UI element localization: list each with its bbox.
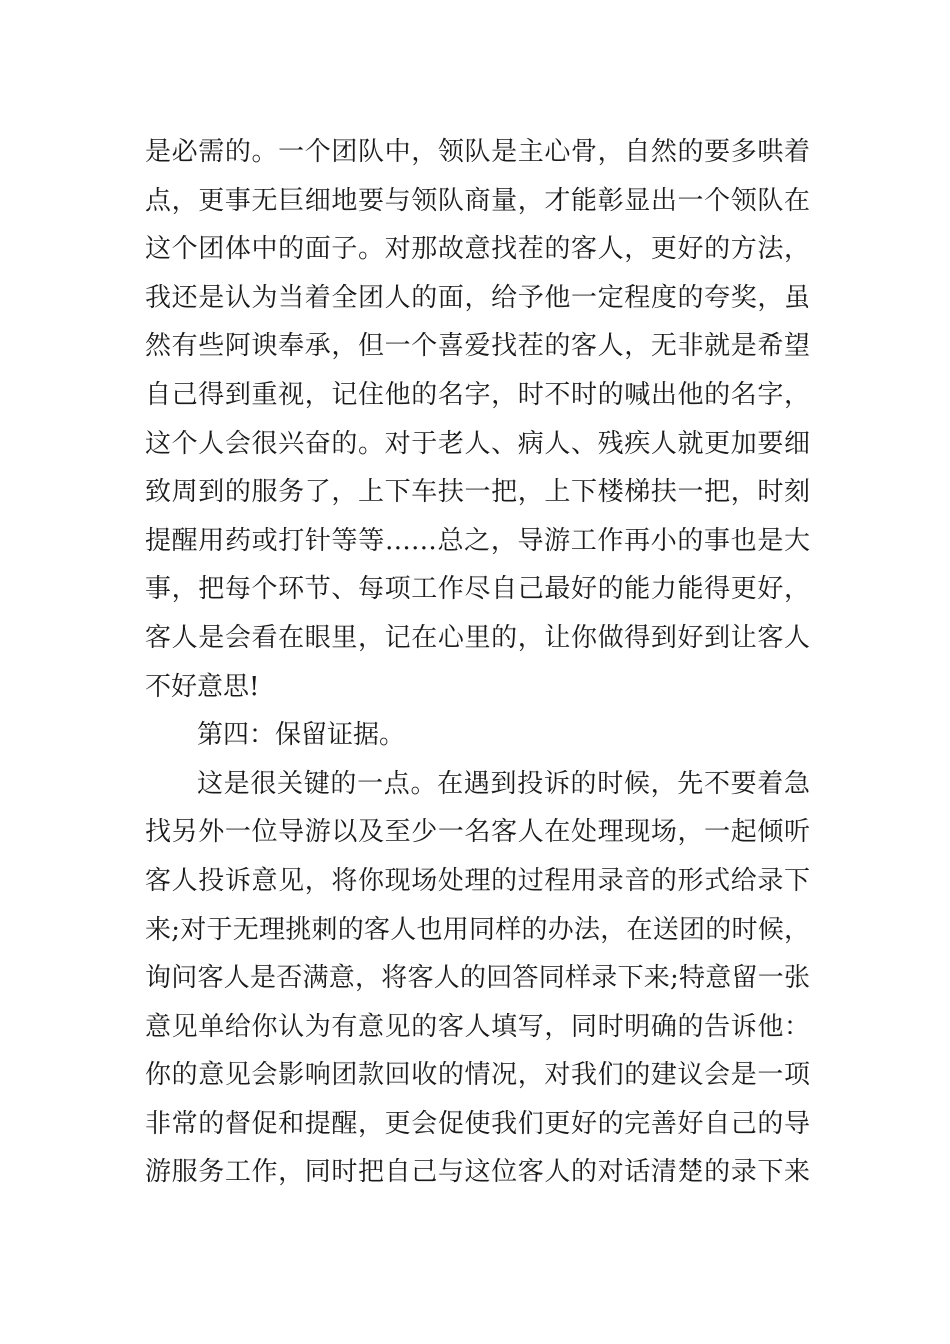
- text-line: 然有些阿谀奉承，但一个喜爱找茬的客人，无非就是希望: [145, 331, 810, 362]
- text-line: 找另外一位导游以及至少一名客人在处理现场，一起倾听: [145, 817, 810, 848]
- text-line: 是必需的。一个团队中，领队是主心骨，自然的要多哄着: [145, 137, 810, 167]
- text-line: 客人是会看在眼里，记在心里的，让你做得到好到让客人: [145, 622, 810, 653]
- text-line: 不好意思!: [145, 671, 260, 702]
- text-line: 这是很关键的一点。在遇到投诉的时候，先不要着急: [197, 768, 810, 799]
- text-line: 事，把每个环节、每项工作尽自己最好的能力能得更好，: [145, 574, 810, 605]
- document-body: [145, 128, 810, 1197]
- text-line: 意见单给你认为有意见的客人填写，同时明确的告诉他：: [145, 1011, 810, 1042]
- text-line: 非常的督促和提醒，更会促使我们更好的完善好自己的导: [145, 1108, 810, 1139]
- text-line: 你的意见会影响团款回收的情况，对我们的建议会是一项: [145, 1060, 810, 1091]
- text-line: 点，更事无巨细地要与领队商量，才能彰显出一个领队在: [145, 185, 810, 216]
- text-line: 自己得到重视，记住他的名字，时不时的喊出他的名字，: [145, 379, 810, 410]
- text-line: 询问客人是否满意，将客人的回答同样录下来;特意留一张: [145, 963, 810, 994]
- text-line: 这个人会很兴奋的。对于老人、病人、残疾人就更加要细: [145, 428, 810, 459]
- text-line: 致周到的服务了，上下车扶一把，上下楼梯扶一把，时刻: [145, 477, 810, 508]
- text-line: 游服务工作，同时把自己与这位客人的对话清楚的录下来: [145, 1157, 810, 1188]
- text-line: 客人投诉意见，将你现场处理的过程用录音的形式给录下: [145, 865, 810, 896]
- text-line: 来;对于无理挑刺的客人也用同样的办法，在送团的时候，: [145, 914, 810, 945]
- text-line: 提醒用药或打针等等……总之，导游工作再小的事也是大: [145, 525, 810, 556]
- text-line: 这个团体中的面子。对那故意找茬的客人，更好的方法，: [145, 234, 810, 265]
- text-line: 第四：保留证据。: [197, 720, 406, 751]
- text-line: 我还是认为当着全团人的面，给予他一定程度的夸奖，虽: [145, 282, 810, 313]
